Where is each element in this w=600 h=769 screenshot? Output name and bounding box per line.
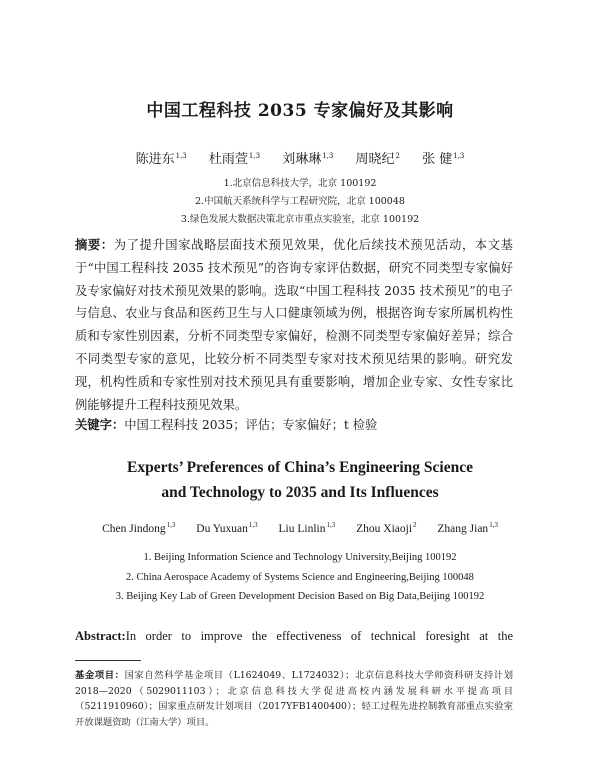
author-affiliation-marker: 1,3 — [248, 152, 261, 160]
author-english — [356, 521, 416, 535]
keywords-chinese — [75, 415, 513, 435]
author-affiliation-marker: 1,3 — [322, 152, 334, 160]
abstract-label-chinese: 摘要： — [75, 237, 114, 252]
keywords-text-chinese: 中国工程科技 2035；评估；专家偏好；t 检验 — [124, 418, 378, 432]
funding-footnote — [75, 668, 513, 730]
author-english — [102, 521, 175, 535]
author-affiliation-marker: 1,3 — [326, 521, 336, 529]
author-name: Chen Jindong — [102, 523, 166, 535]
author-english — [196, 521, 257, 535]
author-list-chinese — [0, 148, 600, 167]
affiliation-english: 1. Beijing Information Science and Technology University,Beijing 100192 — [143, 552, 457, 563]
keywords-label-chinese: 关键字： — [75, 417, 125, 432]
affiliation-english: 2. China Aerospace Academy of Systems Science and Engineering,Beijing 100048 — [126, 571, 474, 583]
author-affiliation-marker: 1,3 — [489, 521, 498, 529]
affiliation-list-english — [0, 548, 600, 607]
author-affiliation-marker: 1,3 — [175, 152, 187, 160]
affiliation-chinese: 2.中国航天系统科学与工程研究院，北京 100048 — [195, 196, 405, 207]
author-name: Zhang Jian — [437, 523, 489, 535]
abstract-text-chinese: 为了提升国家战略层面技术预见效果，优化后续技术预见活动，本文基于“中国工程科技 2035 技术预见”的咨询专家评估数据，研究不同类型专家偏好及专家偏好对技术预见效果的影响。选取“中国工程科技 2035 技术预见”的电子与信息、农业与食品和医药卫生与人口健康领域为例，根据咨询专家所属机构性质和专家性别因素，分析不同类型专家偏好，检测不同类型专家偏好差异；综合不同类型专家的意见，比较分析不同类型专家对技术预见结果的影响。研究发现，机构性质和专家性别对技术预见具有重要影响，增加企业专家、女性专家比例能够提升工程科技预见效果。 — [75, 238, 513, 412]
abstract-text-english: In order to improve the effectiveness of technical foresight at the — [125, 629, 513, 643]
abstract-chinese — [75, 234, 513, 416]
author-name: Zhou Xiaoji — [356, 523, 413, 535]
author-affiliation-marker: 1,3 — [166, 521, 176, 529]
affiliation-list-chinese — [0, 175, 600, 229]
author-name: 张 健 — [422, 152, 453, 167]
author-chinese — [422, 148, 464, 167]
author-list-english — [0, 521, 600, 535]
author-name: Du Yuxuan — [196, 523, 248, 535]
author-affiliation-marker: 1,3 — [248, 521, 258, 529]
abstract-english — [75, 626, 513, 646]
author-affiliation-marker: 1,3 — [453, 152, 465, 160]
title-english-line: and Technology to 2035 and Its Influences — [161, 484, 439, 501]
author-english — [279, 521, 336, 535]
author-name: 陈进东 — [135, 152, 175, 167]
abstract-label-english: Abstract: — [75, 629, 126, 643]
affiliation-chinese: 3.绿色发展大数据决策北京市重点实验室，北京 100192 — [180, 214, 420, 225]
title-english-line: Experts’ Preferences of China’s Engineering Science — [127, 459, 473, 476]
title-chinese: 中国工程科技 2035 专家偏好及其影响 — [146, 101, 454, 121]
author-chinese — [355, 148, 399, 167]
author-chinese — [209, 148, 260, 167]
author-name: 杜雨萱 — [208, 152, 248, 167]
author-affiliation-marker: 2 — [413, 521, 417, 529]
footnote-label: 基金项目： — [75, 670, 125, 681]
title-english — [0, 455, 600, 505]
author-name: 刘琳琳 — [282, 152, 322, 167]
author-chinese — [136, 148, 187, 167]
author-name: Liu Linlin — [278, 523, 326, 535]
affiliation-english: 3. Beijing Key Lab of Green Development Decision Based on Big Data,Beijing 100192 — [115, 591, 485, 602]
affiliation-chinese: 1.北京信息科技大学，北京 100192 — [223, 178, 377, 189]
author-chinese — [282, 148, 333, 167]
footnote-text: 国家自然科学基金项目（L1624049、L1724032）；北京信息科技大学师资科研支持计划 2018—2020（5029011103）；北京信息科技大学促进高校内涵发展科研水平提高项目（5211910960）；国家重点研发计划项目（2017YFB1400400）；轻工过程先进控制教育部重点实验室开放课题资助（江南大学）项目。 — [75, 670, 513, 728]
author-affiliation-marker: 2 — [395, 152, 400, 160]
author-name: 周晓纪 — [355, 152, 395, 167]
footnote-divider — [75, 660, 141, 661]
author-english — [437, 521, 498, 535]
